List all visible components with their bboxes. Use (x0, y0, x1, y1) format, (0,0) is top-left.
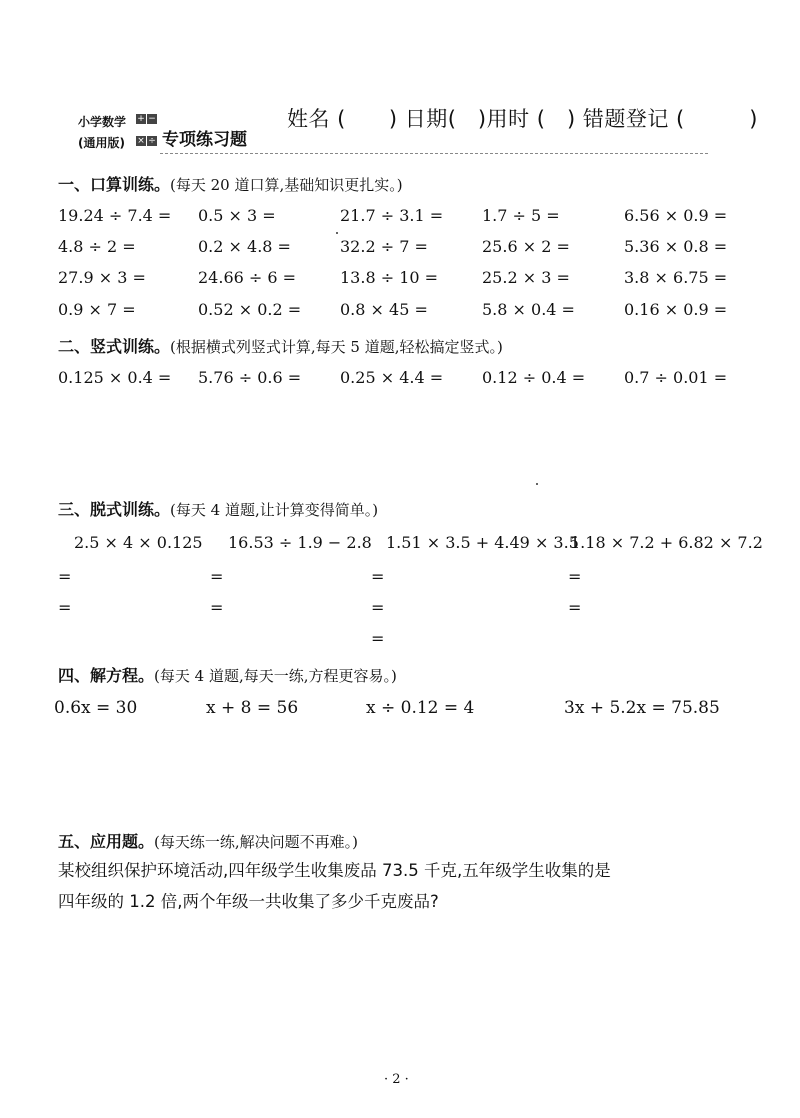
answer-equals-sign: = (371, 598, 385, 617)
equation-item: x + 8 = 56 (206, 698, 299, 718)
section5-heading (58, 829, 358, 852)
section3-note: (每天 4 道题,让计算变得简单。) (170, 501, 379, 519)
mental-math-item: 5.36 × 0.8 = (624, 237, 728, 256)
mental-math-item: 0.52 × 0.2 = (198, 300, 302, 319)
word-problem-line: 四年级的 1.2 倍,两个年级一共收集了多少千克废品? (58, 892, 439, 911)
mental-math-item: 25.6 × 2 = (482, 237, 570, 256)
section1-note: (每天 20 道口算,基础知识更扎实。) (170, 176, 403, 194)
stepwise-calc-item: 16.53 ÷ 1.9 − 2.8 (228, 533, 372, 552)
section1-heading (58, 172, 403, 195)
section5-title: 五、应用题。 (58, 832, 155, 851)
section4-note: (每天 4 道题,每天一练,方程更容易。) (154, 667, 397, 685)
answer-equals-sign: = (568, 598, 582, 617)
mental-math-item: 0.8 × 45 = (340, 300, 428, 319)
stepwise-calc-item: 2.5 × 4 × 0.125 (74, 533, 203, 552)
vertical-calc-item: 0.125 × 0.4 = (58, 368, 172, 387)
answer-equals-sign: = (210, 598, 224, 617)
answer-equals-sign: = (371, 629, 385, 648)
section3-title: 三、脱式训练。 (58, 500, 171, 519)
scan-speck (336, 232, 338, 234)
header-divider (160, 153, 708, 154)
stepwise-calc-item: 1.51 × 3.5 + 4.49 × 3.5 (386, 533, 579, 552)
equation-item: 0.6x = 30 (54, 698, 138, 718)
section4-title: 四、解方程。 (58, 666, 155, 685)
answer-equals-sign: = (371, 567, 385, 586)
divide-icon: ÷ (148, 136, 156, 146)
brand-title: 专项练习题 (162, 130, 247, 150)
mental-math-item: 27.9 × 3 = (58, 268, 146, 287)
section4-heading (58, 663, 397, 686)
mental-math-item: 3.8 × 6.75 = (624, 268, 728, 287)
section3-heading (58, 497, 378, 520)
brand-operators-logo (136, 114, 158, 152)
mental-math-item: 19.24 ÷ 7.4 = (58, 206, 172, 225)
mental-math-item: 5.8 × 0.4 = (482, 300, 575, 319)
mental-math-item: 32.2 ÷ 7 = (340, 237, 428, 256)
mental-math-item: 1.7 ÷ 5 = (482, 206, 560, 225)
vertical-calc-item: 0.25 × 4.4 = (340, 368, 444, 387)
section5-note: (每天练一练,解决问题不再难。) (154, 833, 358, 851)
section2-heading (58, 334, 503, 357)
section2-title: 二、竖式训练。 (58, 337, 171, 356)
mental-math-item: 4.8 ÷ 2 = (58, 237, 136, 256)
mental-math-item: 21.7 ÷ 3.1 = (340, 206, 444, 225)
multiply-icon: × (137, 136, 145, 146)
scan-speck (536, 483, 538, 485)
vertical-calc-item: 0.7 ÷ 0.01 = (624, 368, 728, 387)
minus-icon: − (148, 114, 156, 124)
equation-item: x ÷ 0.12 = 4 (366, 698, 475, 718)
vertical-calc-item: 5.76 ÷ 0.6 = (198, 368, 302, 387)
mental-math-item: 24.66 ÷ 6 = (198, 268, 297, 287)
brand-subject: 小学数学 (78, 115, 127, 129)
mental-math-item: 0.16 × 0.9 = (624, 300, 728, 319)
student-info-fields: 姓名 ( ) 日期( )用时 ( ) 错题登记 ( ) (287, 107, 758, 131)
mental-math-item: 13.8 ÷ 10 = (340, 268, 439, 287)
section2-note: (根据横式列竖式计算,每天 5 道题,轻松搞定竖式。) (170, 338, 503, 356)
mental-math-item: 25.2 × 3 = (482, 268, 570, 287)
section1-title: 一、口算训练。 (58, 175, 171, 194)
brand-edition: (通用版) (78, 136, 125, 150)
stepwise-calc-item: 1.18 × 7.2 + 6.82 × 7.2 (570, 533, 763, 552)
word-problem-line: 某校组织保护环境活动,四年级学生收集废品 73.5 千克,五年级学生收集的是 (58, 861, 611, 880)
vertical-calc-item: 0.12 ÷ 0.4 = (482, 368, 586, 387)
equation-item: 3x + 5.2x = 75.85 (564, 698, 720, 718)
plus-icon: + (137, 114, 145, 124)
answer-equals-sign: = (568, 567, 582, 586)
mental-math-item: 0.9 × 7 = (58, 300, 136, 319)
answer-equals-sign: = (210, 567, 224, 586)
page-number: · 2 · (384, 1072, 409, 1087)
mental-math-item: 6.56 × 0.9 = (624, 206, 728, 225)
mental-math-item: 0.5 × 3 = (198, 206, 276, 225)
mental-math-item: 0.2 × 4.8 = (198, 237, 291, 256)
answer-equals-sign: = (58, 567, 72, 586)
answer-equals-sign: = (58, 598, 72, 617)
